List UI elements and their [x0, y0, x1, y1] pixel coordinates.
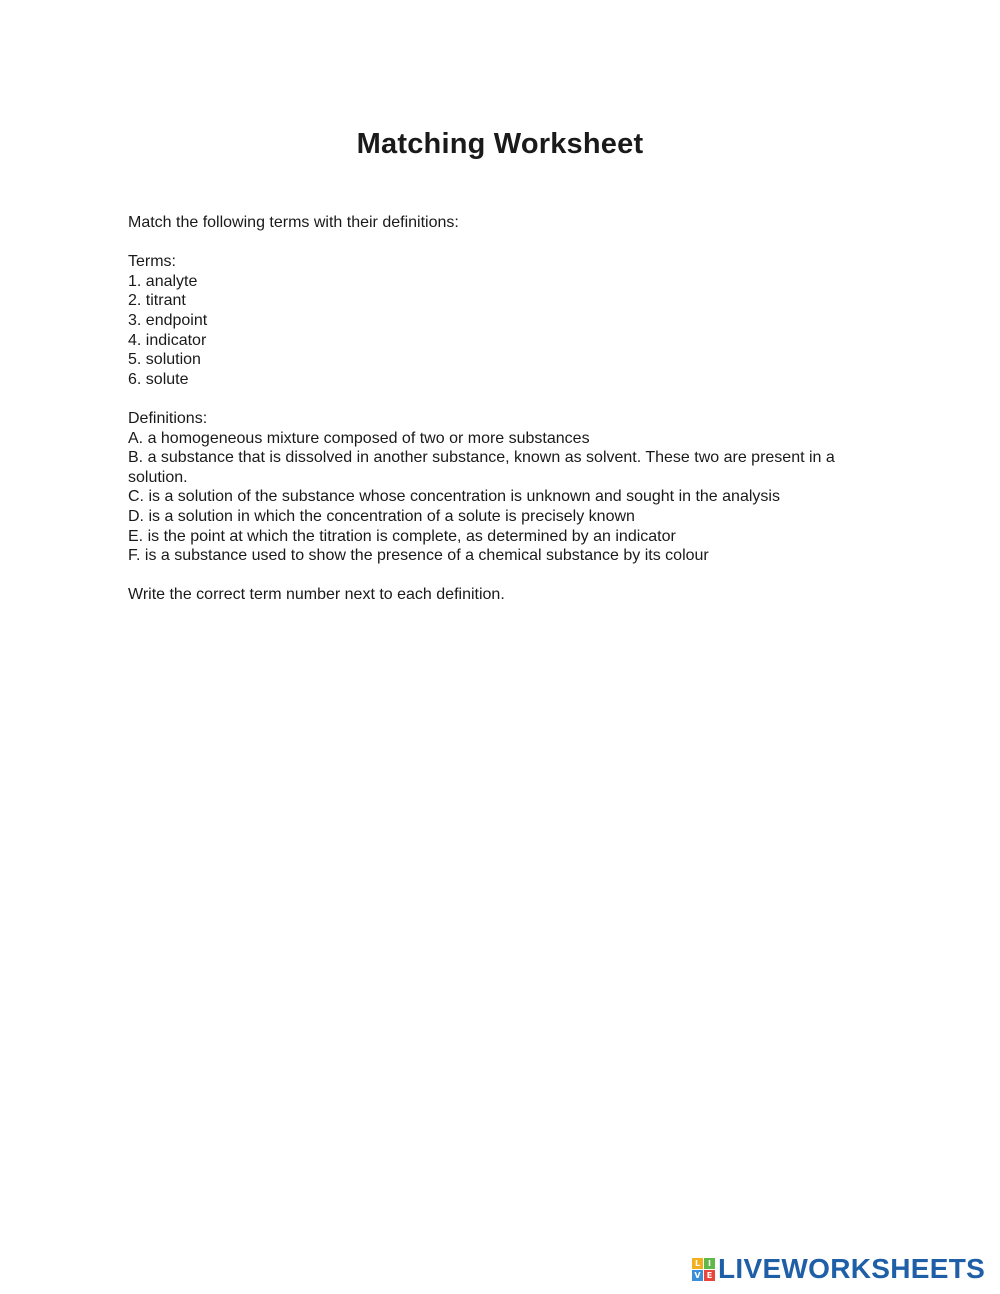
worksheet-body — [128, 213, 868, 605]
terms-section — [128, 252, 868, 389]
logo-mark-letter: E — [704, 1270, 715, 1281]
definition-item: B. a substance that is dissolved in another substance, known as solvent. These two are present in a solution. — [128, 449, 835, 486]
term-item: 4. indicator — [128, 331, 207, 349]
definitions-heading: Definitions: — [128, 409, 208, 427]
term-item: 1. analyte — [128, 272, 198, 290]
logo-mark-letter: I — [704, 1258, 715, 1269]
liveworksheets-logo-icon — [692, 1258, 715, 1281]
definition-item: A. a homogeneous mixture composed of two or more substances — [128, 429, 590, 447]
closing-instruction: Write the correct term number next to each definition. — [128, 586, 505, 604]
definition-item: F. is a substance used to show the presence of a chemical substance by its colour — [128, 547, 709, 565]
term-item: 5. solution — [128, 351, 201, 369]
definition-item: D. is a solution in which the concentration of a solute is precisely known — [128, 507, 635, 525]
definitions-section — [128, 409, 868, 566]
closing-section — [128, 585, 868, 605]
terms-heading: Terms: — [128, 253, 176, 271]
liveworksheets-logo[interactable] — [692, 1253, 986, 1284]
instructions-text: Match the following terms with their definitions: — [128, 214, 459, 231]
term-item: 6. solute — [128, 370, 189, 388]
definition-item: C. is a solution of the substance whose concentration is unknown and sought in the analysis — [128, 488, 780, 506]
logo-mark-letter: V — [692, 1270, 703, 1281]
page-title: Matching Worksheet — [356, 128, 644, 160]
term-item: 2. titrant — [128, 292, 186, 310]
logo-mark-letter: L — [692, 1258, 703, 1269]
logo-text: LIVEWORKSHEETS — [718, 1253, 986, 1284]
term-item: 3. endpoint — [128, 311, 208, 329]
definition-item: E. is the point at which the titration is complete, as determined by an indicator — [128, 527, 676, 545]
